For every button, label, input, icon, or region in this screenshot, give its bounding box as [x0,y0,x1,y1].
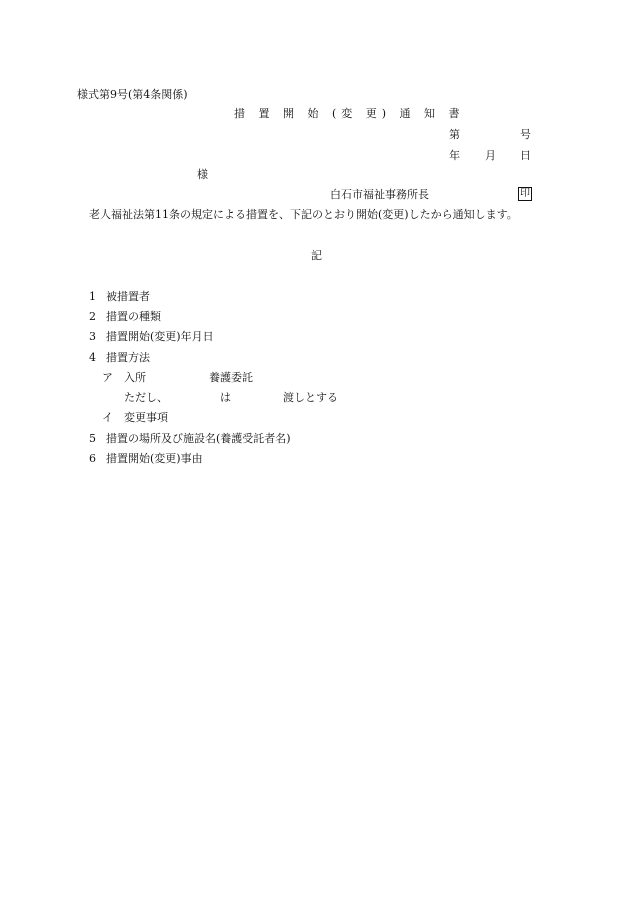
item-label-method: 措置方法 [106,351,150,364]
sub-item-label-itaku: 養護委託 [209,371,253,384]
item-number: 2 [89,310,96,323]
item-label-reason: 措置開始(変更)事由 [106,452,203,465]
addressee-honorific: 様 [197,168,208,181]
date-year-label: 年 [449,149,460,162]
date-day-label: 日 [520,149,531,162]
ki-heading: 記 [311,249,322,262]
item-number: 4 [89,351,96,364]
proviso-ha: は [220,391,231,404]
item-label-place: 措置の場所及び施設名(養護受託者名) [106,432,291,445]
sub-item-label-henko: 変更事項 [124,411,168,424]
item-label-hisochisha: 被措置者 [106,290,150,303]
proviso-tadashi: ただし、 [124,391,168,404]
number-prefix: 第 [449,128,460,141]
item-number: 1 [89,290,96,303]
document-title: 措 置 開 始 (変 更) 通 知 書 [234,107,465,120]
sub-item-mark: ア [102,371,113,384]
form-number: 様式第9号(第4条関係) [77,88,188,101]
sender-name: 白石市福祉事務所長 [330,188,429,201]
date-month-label: 月 [485,149,496,162]
proviso-watashi: 渡しとする [283,391,338,404]
item-number: 3 [89,330,96,343]
item-label-start-date: 措置開始(変更)年月日 [106,330,214,343]
item-number: 6 [89,452,96,465]
sub-item-mark: イ [102,411,113,424]
number-suffix: 号 [520,128,531,141]
seal-mark: 印 [520,188,530,199]
sub-item-label-nyusho: 入所 [124,371,146,384]
item-label-sochi-shurui: 措置の種類 [106,310,161,323]
item-number: 5 [89,432,96,445]
body-text: 老人福祉法第11条の規定による措置を、下記のとおり開始(変更)したから通知します。 [89,208,518,221]
